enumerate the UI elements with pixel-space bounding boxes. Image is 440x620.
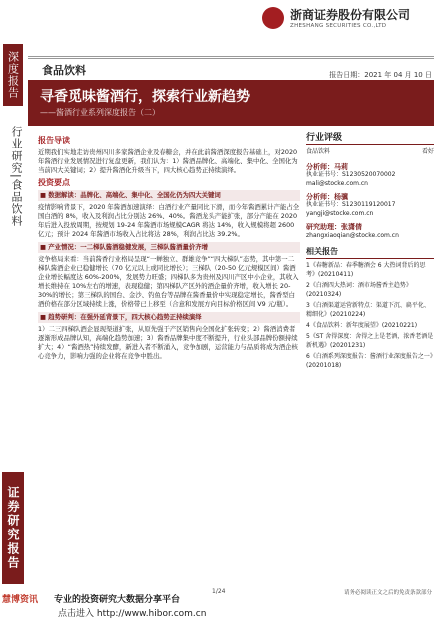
rating-heading: 行业评级 <box>306 134 434 145</box>
watermark-link[interactable]: 点击进入 http://www.hibor.com.cn <box>58 609 207 619</box>
report-category: 食品饮料 <box>42 64 86 77</box>
related-report-item[interactable]: 6《白酒系列深度报告：酱酒行业深度报告之一》(20201018) <box>306 353 433 369</box>
analyst-block <box>306 193 434 218</box>
watermark-tagline: 专业的投资研究大数据分享平台 <box>54 595 181 605</box>
summary-text: 近期我们实地走访贵州四川多家酱酒企业及春糖会，并在此前酱酒深度报告基础上，对2020 年酱酒行业发展情况进行复盘更新，我们认为：1）酱酒品牌化、高端化、集中化、全国化为当前四大关键词；2）提升酱酒化升级当下，四大核心趋势正持续演绎。 <box>38 148 298 174</box>
point-1-heading: ■ 数据解读：品牌化、高端化、集中化、全国化仍为四大关键词 <box>38 190 300 201</box>
analyst-license: 执业证书号：S1230520070002 <box>306 171 396 179</box>
sidebar-label-industry: 行业研究|食品饮料 <box>10 126 23 227</box>
report-title: 寻香觅味酱酒行，探索行业新趋势 <box>40 89 250 105</box>
rating-row <box>306 148 434 156</box>
page-number: 1/24 <box>212 588 226 595</box>
analyst-block <box>306 223 434 240</box>
logo-name-cn: 浙商证券股份有限公司 <box>290 8 411 22</box>
rating-value: 看好 <box>421 148 434 156</box>
main-column <box>38 134 300 364</box>
related-report-item[interactable]: 1《春糖新品：春季糖酒会 6 大热词背后的思考》(20210411) <box>306 262 426 278</box>
point-2-heading: ■ 产业情况：一二梯队酱酒稳健发展，三梯队酱酒量价齐增 <box>38 242 300 253</box>
watermark-brand: 慧博资讯 <box>2 595 39 605</box>
analyst-name: 分析师：马莉 <box>306 162 348 171</box>
analyst-license: 执业证书号：S1230119120017 <box>306 201 396 209</box>
report-subtitle: ——酱酒行业系列深度报告（二） <box>40 108 160 117</box>
related-report-item[interactable]: 2《白酒四大热词：酒市场酱香主趋势》(20210324) <box>306 282 412 298</box>
report-date: 报告日期：2021 年 04 月 10 日 <box>329 71 432 79</box>
analyst-name: 研究助理：张潇倩 <box>306 223 362 232</box>
analyst-name: 分析师：杨骥 <box>306 193 348 202</box>
summary-heading: 报告导读 <box>38 136 70 145</box>
sidebar-label-deep-report: 深度报告 <box>3 44 23 106</box>
point-1-text: 疫情影响背景下，2020 年酱酒加速演绎：白酒行业产量同比下滑，而今年酱酒累计产能占全国白酒的 8%，收入及利润占比分别达 26%、40%。酱酒龙头产能扩张，部分产能在 2020 年后进入投放周期，按规划 19-24 年酱酒市场规模CAGR 将达 14%，收入规模将超 2600 亿元；预计 2024 年酱酒市场收入占比将达 28%，利润占比达 39.2%。 <box>38 203 300 238</box>
company-logo <box>262 6 410 29</box>
analyst-email[interactable]: zhangxiaoqian@stocke.com.cn <box>306 231 399 239</box>
header-divider <box>28 56 434 57</box>
related-heading: 相关报告 <box>306 248 434 259</box>
rating-sector: 食品饮料 <box>306 148 331 156</box>
right-column <box>306 134 434 373</box>
analyst-block <box>306 163 434 188</box>
point-2-text: 竞争格局来看：当前酱香行业格局呈现“一蝉独立、群雄竞争”“四大梯队”态势，其中第一二梯队酱酒企业已稳健增长（70 亿元以上或同比增长）；三梯队（20-50 亿元规模区间）酱酒企业增长幅度达 60%-200%，发展势力旺盛；四梯队多为贵州及四川产区中小企业，其收入增长维持在 10%左右的增速，表现稳健；第四梯队产区外的酒企量价齐增，收入增长 20-30%的增长；第三梯队的国台、金沙、钓鱼台等品牌在酱香量价中实现稳定增长，酱香型白酒价格在部分区域持续上涨，价格带已上移至（合意和发展方向目标价格区间 V9 元/瓶）。 <box>38 255 299 308</box>
related-report-item[interactable]: 5《ST 舍得深度：舍得之上是老酒，浓香老酒是新机遇》(20201231) <box>306 333 434 349</box>
disclaimer-note: 请务必阅读正文之后的免责条款部分 <box>343 590 432 596</box>
point-3-heading: ■ 趋势研判：在强外延背景下，四大核心趋势正持续演绎 <box>38 312 300 323</box>
left-sidebar <box>0 0 26 620</box>
logo-icon <box>262 7 284 29</box>
analyst-email[interactable]: mali@stocke.com.cn <box>306 179 368 187</box>
analyst-email[interactable]: yangji@stocke.com.cn <box>306 209 374 217</box>
related-report-item[interactable]: 3《白酒渠道运营新特点：渠道下沉、扁平化、精细化》(20210224) <box>306 302 430 318</box>
header-divider-2 <box>28 58 434 59</box>
logo-name-en: ZHESHANG SECURITIES CO.,LTD <box>290 23 387 29</box>
invest-heading: 投资要点 <box>38 178 70 187</box>
related-report-item[interactable]: 4《食品饮料：新年度展望》(20210221) <box>306 321 418 329</box>
sidebar-label-securities-report: 证券研究报告 <box>2 472 24 584</box>
point-3-text: 1）二三四梯队酒企显现渠道扩张，从原先强于产区销售向全国化扩张转变；2）酱酒消费者逐渐形成品牌认知，高端化趋势加速；3）酱香品牌集中度不断提升，行业头部品牌份额持续扩大；4）“酱酒热”持续发酵，新进入者不断涌入，竞争加剧，运营能力与品质将成为酒企核心竞争力，影响力强的企业将在竞争中胜出。 <box>38 325 298 360</box>
